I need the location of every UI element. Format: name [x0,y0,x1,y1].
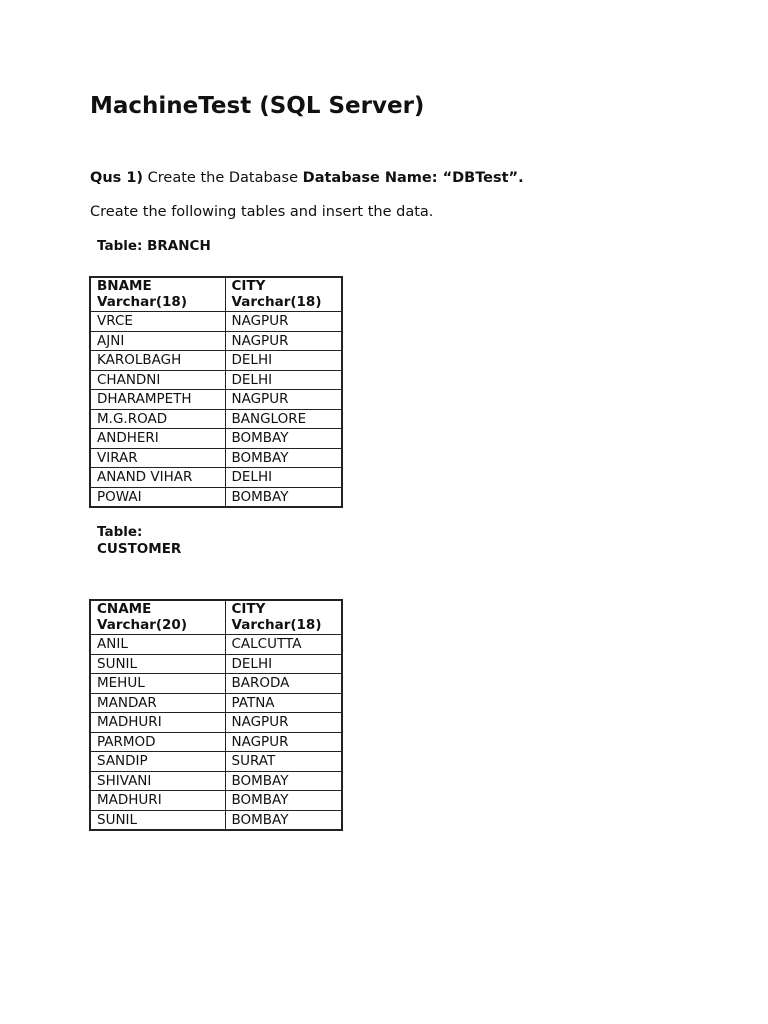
cname-cell: ANIL [90,635,225,655]
cname-cell: SHIVANI [90,771,225,791]
city-cell: BOMBAY [225,429,342,449]
branch-table [89,276,343,508]
question-body: Create the Database [143,170,303,186]
table-header-row [90,600,342,635]
city-cell: NAGPUR [225,331,342,351]
table-row [90,674,342,694]
table-row [90,693,342,713]
column-type: Varchar(18) [97,294,187,310]
bname-cell: POWAI [90,487,225,507]
cname-cell: MANDAR [90,693,225,713]
bname-cell: VIRAR [90,448,225,468]
table-row [90,752,342,772]
table-row [90,409,342,429]
table-row [90,429,342,449]
question-label: Qus 1) [90,170,144,186]
customer-table [89,599,343,831]
table-row [90,370,342,390]
cname-cell: SUNIL [90,654,225,674]
city-cell: BOMBAY [225,810,342,830]
city-cell: DELHI [225,370,342,390]
table-row [90,331,342,351]
city-cell: SURAT [225,752,342,772]
city-cell: BANGLORE [225,409,342,429]
column-header [90,600,225,635]
column-name: CITY [231,278,266,294]
table-row [90,635,342,655]
cname-cell: MADHURI [90,713,225,733]
table-row [90,468,342,488]
cname-cell: SUNIL [90,810,225,830]
city-cell: BARODA [225,674,342,694]
bname-cell: DHARAMPETH [90,390,225,410]
question-text [90,167,524,189]
table-row [90,771,342,791]
city-cell: NAGPUR [225,390,342,410]
branch-table-caption: Table: BRANCH [97,238,211,254]
table-row [90,791,342,811]
city-cell: NAGPUR [225,312,342,332]
column-header [225,277,342,312]
column-type: Varchar(18) [231,617,322,633]
cname-cell: PARMOD [90,732,225,752]
bname-cell: ANDHERI [90,429,225,449]
database-name: Database Name: “DBTest”. [302,170,524,186]
page-title: MachineTest (SQL Server) [90,93,425,119]
table-row [90,810,342,830]
city-cell: CALCUTTA [225,635,342,655]
city-cell: DELHI [225,351,342,371]
column-name: CITY [231,601,266,617]
cname-cell: MADHURI [90,791,225,811]
city-cell: BOMBAY [225,487,342,507]
table-row [90,732,342,752]
table-row [90,713,342,733]
table-row [90,448,342,468]
table-row [90,654,342,674]
customer-table-caption: Table: CUSTOMER [97,524,182,557]
table-row [90,487,342,507]
column-type: Varchar(18) [231,294,322,310]
bname-cell: VRCE [90,312,225,332]
city-cell: NAGPUR [225,713,342,733]
table-row [90,351,342,371]
table-row [90,390,342,410]
column-header [90,277,225,312]
cname-cell: MEHUL [90,674,225,694]
city-cell: PATNA [225,693,342,713]
table-row [90,312,342,332]
bname-cell: AJNI [90,331,225,351]
column-name: CNAME [97,601,152,617]
column-header [225,600,342,635]
city-cell: NAGPUR [225,732,342,752]
column-type: Varchar(20) [97,617,187,633]
city-cell: BOMBAY [225,771,342,791]
column-name: BNAME [97,278,152,294]
instruction-text: Create the following tables and insert the data. [90,204,434,220]
bname-cell: KAROLBAGH [90,351,225,371]
city-cell: DELHI [225,468,342,488]
bname-cell: CHANDNI [90,370,225,390]
table-header-row [90,277,342,312]
cname-cell: SANDIP [90,752,225,772]
bname-cell: ANAND VIHAR [90,468,225,488]
city-cell: BOMBAY [225,448,342,468]
city-cell: DELHI [225,654,342,674]
bname-cell: M.G.ROAD [90,409,225,429]
city-cell: BOMBAY [225,791,342,811]
